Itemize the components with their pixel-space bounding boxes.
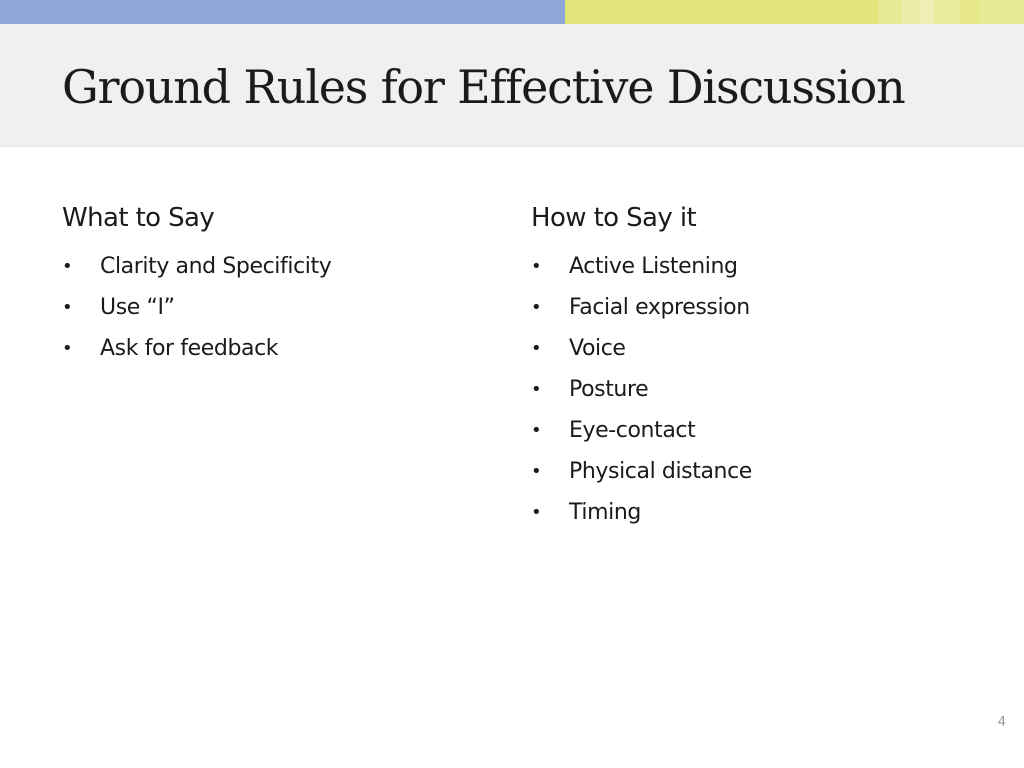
bullet-item: [531, 287, 951, 328]
bullet-icon: •: [62, 338, 73, 359]
bullet-item: [531, 246, 951, 287]
top-accent-bar-fade: [934, 0, 960, 24]
bullet-text: Clarity and Specificity: [100, 254, 332, 279]
right-bullet-list: [531, 246, 951, 533]
bullet-icon: •: [62, 297, 73, 318]
bullet-item: [62, 246, 482, 287]
bullet-text: Posture: [569, 377, 649, 402]
top-accent-bar: [0, 0, 1024, 24]
bullet-icon: •: [531, 256, 542, 277]
top-accent-bar-fade: [960, 0, 980, 24]
bullet-text: Use “I”: [100, 295, 175, 320]
bullet-icon: •: [531, 297, 542, 318]
bullet-item: [62, 328, 482, 369]
bullet-item: [531, 451, 951, 492]
bullet-item: [531, 369, 951, 410]
slide-title: Ground Rules for Effective Discussion: [62, 60, 905, 114]
top-accent-bar-fade: [920, 0, 934, 24]
bullet-item: [531, 492, 951, 533]
top-accent-bar-blue: [0, 0, 565, 24]
right-column-heading: How to Say it: [531, 203, 697, 233]
bullet-icon: •: [531, 420, 542, 441]
left-bullet-list: [62, 246, 482, 369]
bullet-item: [62, 287, 482, 328]
bullet-text: Timing: [569, 500, 641, 525]
bullet-icon: •: [531, 338, 542, 359]
right-column: [531, 200, 951, 533]
bullet-item: [531, 410, 951, 451]
top-accent-bar-fade: [878, 0, 902, 24]
top-accent-bar-fade: [902, 0, 920, 24]
left-column-heading: What to Say: [62, 203, 215, 233]
bullet-icon: •: [531, 461, 542, 482]
bullet-text: Physical distance: [569, 459, 752, 484]
bullet-text: Voice: [569, 336, 626, 361]
bullet-icon: •: [531, 379, 542, 400]
bullet-text: Eye-contact: [569, 418, 696, 443]
bullet-text: Facial expression: [569, 295, 750, 320]
bullet-item: [531, 328, 951, 369]
title-band: [0, 24, 1024, 147]
page-number: 4: [997, 715, 1006, 730]
left-column: [62, 200, 482, 369]
bullet-icon: •: [531, 502, 542, 523]
bullet-text: Ask for feedback: [100, 336, 279, 361]
bullet-icon: •: [62, 256, 73, 277]
top-accent-bar-fade: [980, 0, 1024, 24]
bullet-text: Active Listening: [569, 254, 738, 279]
